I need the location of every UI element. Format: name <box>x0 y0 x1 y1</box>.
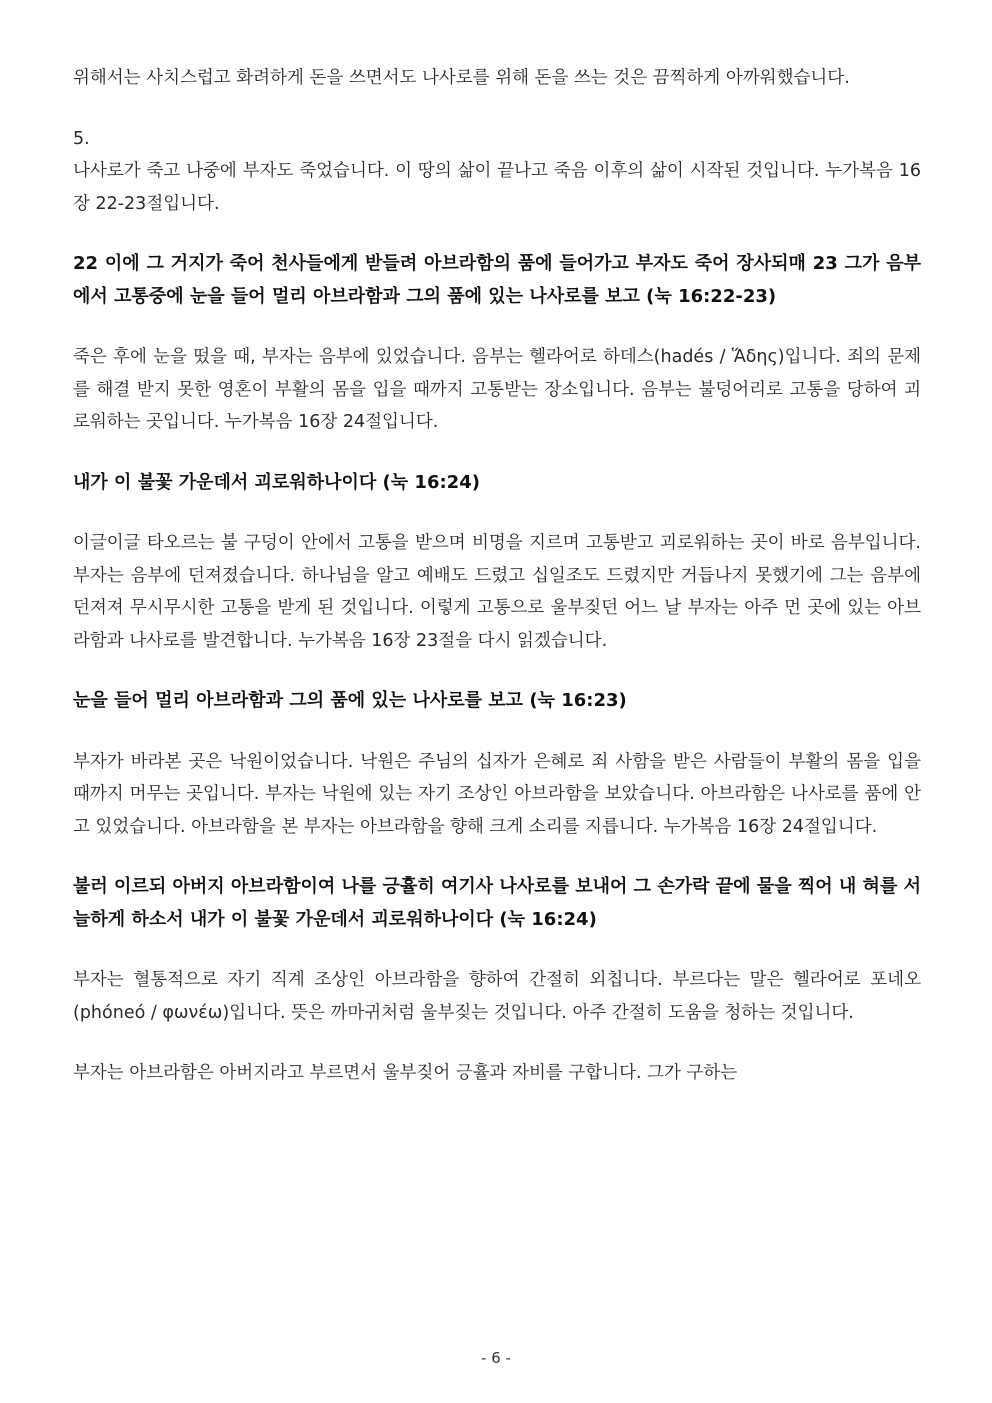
section-number: 5. <box>73 128 90 149</box>
page-number: - 6 - <box>481 1349 511 1367</box>
paragraph-7: 부자는 아브라함은 아버지라고 부르면서 울부짖어 긍휼과 자비를 구합니다. 그가 구하는 <box>73 1063 738 1083</box>
scripture-quote-4: 불러 이르되 아버지 아브라함이여 나를 긍휼히 여기사 나사로를 보내어 그 손가락 끝에 물을 찍어 내 혀를 서늘하게 하소서 내가 이 불꽃 가운데서 괴로워하나이다 (눅 16:24) <box>73 876 921 930</box>
paragraph-5: 부자가 바라본 곳은 낙원이었습니다. 낙원은 주님의 십자가 은혜로 죄 사함을 받은 사람들이 부활의 몸을 입을 때까지 머무는 곳입니다. 부자는 낙원에 있는 자기 조상인 아브라함을 보았습니다. 아브라함은 나사로를 품에 안고 있었습니다. 아브라함을 본 부자는 아브라함을 향해 크게 소리를 지릅니다. 누가복음 16장 24절입니다. <box>73 751 921 837</box>
paragraph-1: 위해서는 사치스럽고 화려하게 돈을 쓰면서도 나사로를 위해 돈을 쓰는 것은 끔찍하게 아까워했습니다. <box>73 68 850 88</box>
paragraph-3: 죽은 후에 눈을 떴을 때, 부자는 음부에 있었습니다. 음부는 헬라어로 하데스(hadés / Ἅδης)입니다. 죄의 문제를 해결 받지 못한 영혼이 부활의 몸을 입을 때까지 고통받는 장소입니다. 음부는 불덩어리로 고통을 당하여 괴로워하는 곳입니다. 누가복음 16장 24절입니다. <box>73 347 921 432</box>
scripture-quote-1: 22 이에 그 거지가 죽어 천사들에게 받들려 아브라함의 품에 들어가고 부자도 죽어 장사되매 23 그가 음부에서 고통중에 눈을 들어 멀리 아브라함과 그의 품에 있는 나사로를 보고 (눅 16:22-23) <box>73 253 921 307</box>
paragraph-2: 나사로가 죽고 나중에 부자도 죽었습니다. 이 땅의 삶이 끝나고 죽음 이후의 삶이 시작된 것입니다. 누가복음 16장 22-23절입니다. <box>73 161 921 214</box>
document-body <box>73 62 921 1090</box>
scripture-quote-3: 눈을 들어 멀리 아브라함과 그의 품에 있는 나사로를 보고 (눅 16:23) <box>73 690 627 711</box>
scripture-quote-2: 내가 이 불꽃 가운데서 괴로워하나이다 (눅 16:24) <box>73 471 480 493</box>
paragraph-6: 부자는 혈통적으로 자기 직계 조상인 아브라함을 향하여 간절히 외칩니다. 부르다는 말은 헬라어로 포네오(phóneó / φωνέω)입니다. 뜻은 까마귀처럼 울부짖는 것입니다. 아주 간절히 도움을 청하는 것입니다. <box>73 970 921 1023</box>
paragraph-4: 이글이글 타오르는 불 구덩이 안에서 고통을 받으며 비명을 지르며 고통받고 괴로워하는 곳이 바로 음부입니다. 부자는 음부에 던져졌습니다. 하나님을 알고 예배도 드렸고 십일조도 드렸지만 거듭나지 못했기에 그는 음부에 던져져 무시무시한 고통을 받게 된 것입니다. 이렇게 고통으로 울부짖던 어느 날 부자는 아주 먼 곳에 있는 아브라함과 나사로를 발견합니다. 누가복음 16장 23절을 다시 읽겠습니다. <box>73 533 921 651</box>
